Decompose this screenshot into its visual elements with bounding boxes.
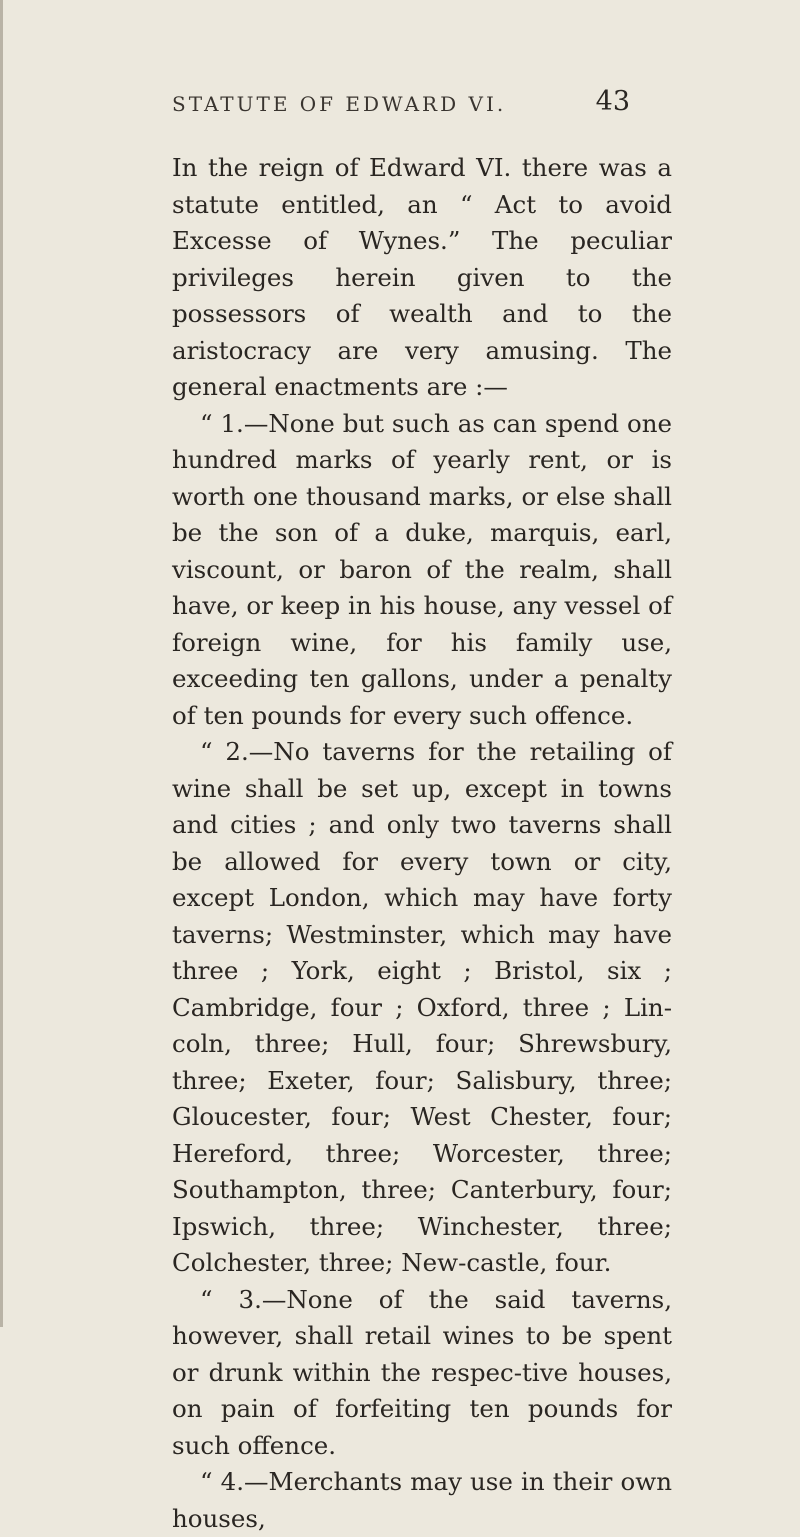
page-number: 43 bbox=[595, 86, 630, 117]
enactment-3-paragraph: “ 3.—None of the said taverns, however, shall retail wines to be spent or drunk within the respec-tive houses, on pain of forfeiting ten pounds for such offence. bbox=[172, 1284, 672, 1460]
body-text bbox=[172, 150, 672, 1537]
enactment-4-paragraph: “ 4.—Merchants may use in their own houses, bbox=[172, 1467, 672, 1533]
enactment-2-paragraph: “ 2.—No taverns for the retailing of wine shall be set up, except in towns and cities ; and only two taverns shall be allowed for every town or city, except London, which may have forty taverns; Westminster, which may have three ; York, eight ; Bristol, six ; Cambridge, four ; Oxford, three ; Lin-coln, three; Hull, four; Shrewsbury, three; Exeter, four; Salisbury, three; Gloucester, four; West Chester, four; Hereford, three; Worcester, three; Southampton, three; Canterbury, four; Ipswich, three; Winchester, three; Colchester, three; New-castle, four. bbox=[172, 737, 672, 1277]
page-header bbox=[172, 86, 630, 126]
intro-paragraph: In the reign of Edward VI. there was a statute entitled, an “ Act to avoid Excesse of Wynes.” The peculiar privileges herein given to the possessors of wealth and to the aristocracy are very amusing. The general enactments are :— bbox=[172, 153, 672, 401]
running-head: STATUTE OF EDWARD VI. bbox=[172, 92, 507, 116]
page-edge bbox=[0, 0, 3, 1327]
enactment-1-paragraph: “ 1.—None but such as can spend one hundred marks of yearly rent, or is worth one thousand marks, or else shall be the son of a duke, marquis, earl, viscount, or baron of the realm, shall have, or keep in his house, any vessel of foreign wine, for his family use, exceeding ten gallons, under a penalty of ten pounds for every such offence. bbox=[172, 408, 672, 730]
